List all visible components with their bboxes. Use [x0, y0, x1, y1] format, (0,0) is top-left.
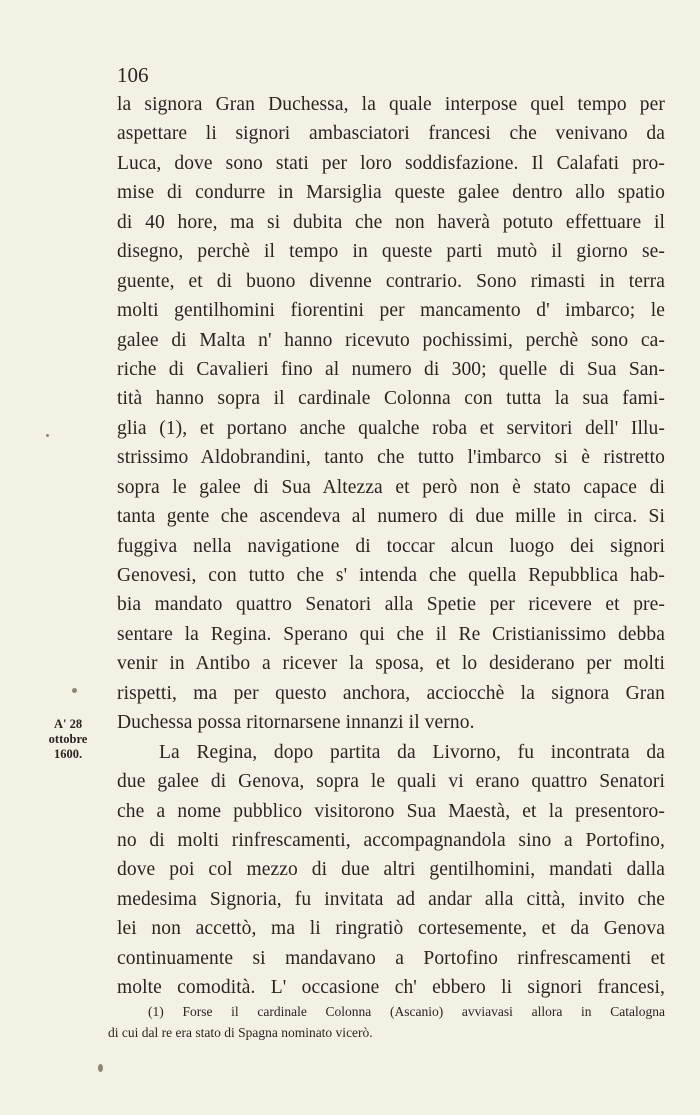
text-line: fuggiva nella navigatione di toccar alcun luogo dei signori — [117, 535, 665, 557]
text-line: aspettare li signori ambasciatori francesi che venivano da — [117, 123, 665, 145]
text-line: medesima Signoria, fu invitata ad andar alla città, invito che — [117, 888, 665, 910]
text-line: due galee di Genova, sopra le quali vi erano quattro Senatori — [117, 771, 665, 793]
margin-date-note — [28, 717, 108, 762]
page-number: 106 — [117, 63, 149, 87]
text-line: dove poi col mezzo di due altri gentilhomini, mandati dalla — [117, 859, 665, 881]
text-line: disegno, perchè il tempo in queste parti mutò il giorno se- — [117, 241, 665, 263]
footnote-line: di cui dal re era stato di Spagna nominato vicerò. — [108, 1025, 373, 1040]
paragraph-start-line: La Regina, dopo partita da Livorno, fu incontrata da — [159, 741, 665, 763]
text-line: mise di condurre in Marsiglia queste galee dentro allo spatio — [117, 182, 665, 204]
text-line: di 40 hore, ma si dubita che non haverà potuto effettuare il — [117, 211, 665, 233]
body-text — [117, 90, 665, 1003]
text-line: tità hanno sopra il cardinale Colonna con tutta la sua fami- — [117, 388, 665, 410]
text-line: tanta gente che ascendeva al numero di due mille in circa. Si — [117, 506, 665, 528]
text-line: la signora Gran Duchessa, la quale interpose quel tempo per — [117, 94, 665, 115]
footnote-line: (1) Forse il cardinale Colonna (Ascanio) avviavasi allora in Catalogna — [148, 1004, 665, 1019]
text-line: bia mandato quattro Senatori alla Spetie per ricevere et pre- — [117, 594, 665, 616]
paper-speck — [72, 688, 77, 693]
text-line: riche di Cavalieri fino al numero di 300; quelle di Sua San- — [117, 358, 665, 380]
text-line: no di molti rinfrescamenti, accompagnandola sino a Portofino, — [117, 829, 665, 851]
text-line: Luca, dove sono stati per loro soddisfazione. Il Calafati pro- — [117, 152, 665, 174]
text-line: molti gentilhomini fiorentini per mancamento d' imbarco; le — [117, 300, 665, 322]
paper-speck — [98, 1064, 103, 1072]
paper-speck — [46, 434, 49, 437]
text-line: che a nome pubblico visitorono Sua Maestà, et la presentoro- — [117, 800, 665, 822]
text-line: rispetti, ma per questo anchora, acciocchè la signora Gran — [117, 682, 665, 704]
text-line: continuamente si mandavano a Portofino rinfrescamenti et — [117, 947, 665, 969]
margin-note-line: 1600. — [53, 747, 83, 761]
text-line: sopra le galee di Sua Altezza et però non è stato capace di — [117, 476, 665, 498]
text-line: strissimo Aldobrandini, tanto che tutto l'imbarco si è ristretto — [117, 447, 665, 469]
paragraph-end-line: Duchessa possa ritornarsene innanzi il verno. — [117, 712, 475, 734]
text-line: galee di Malta n' hanno ricevuto pochissimi, perchè sono ca- — [117, 329, 665, 351]
text-line: venir in Antibo a ricever la sposa, et lo desiderano per molti — [117, 653, 665, 675]
text-line: guente, et di buono divenne contrario. Sono rimasti in terra — [117, 270, 665, 292]
text-line: molte comodità. L' occasione ch' ebbero li signori francesi, — [117, 977, 665, 999]
text-line: Genovesi, con tutto che s' intenda che quella Repubblica hab- — [117, 565, 665, 586]
margin-note-line: ottobre — [48, 732, 88, 746]
footnote — [108, 1001, 665, 1043]
text-line: lei non accettò, ma li ringratiò cortesemente, et da Genova — [117, 918, 665, 940]
text-line: sentare la Regina. Sperano qui che il Re Cristianissimo debba — [117, 623, 665, 645]
text-line: glia (1), et portano anche qualche roba et servitori dell' Illu- — [117, 417, 665, 439]
margin-note-line: A' 28 — [53, 717, 83, 731]
